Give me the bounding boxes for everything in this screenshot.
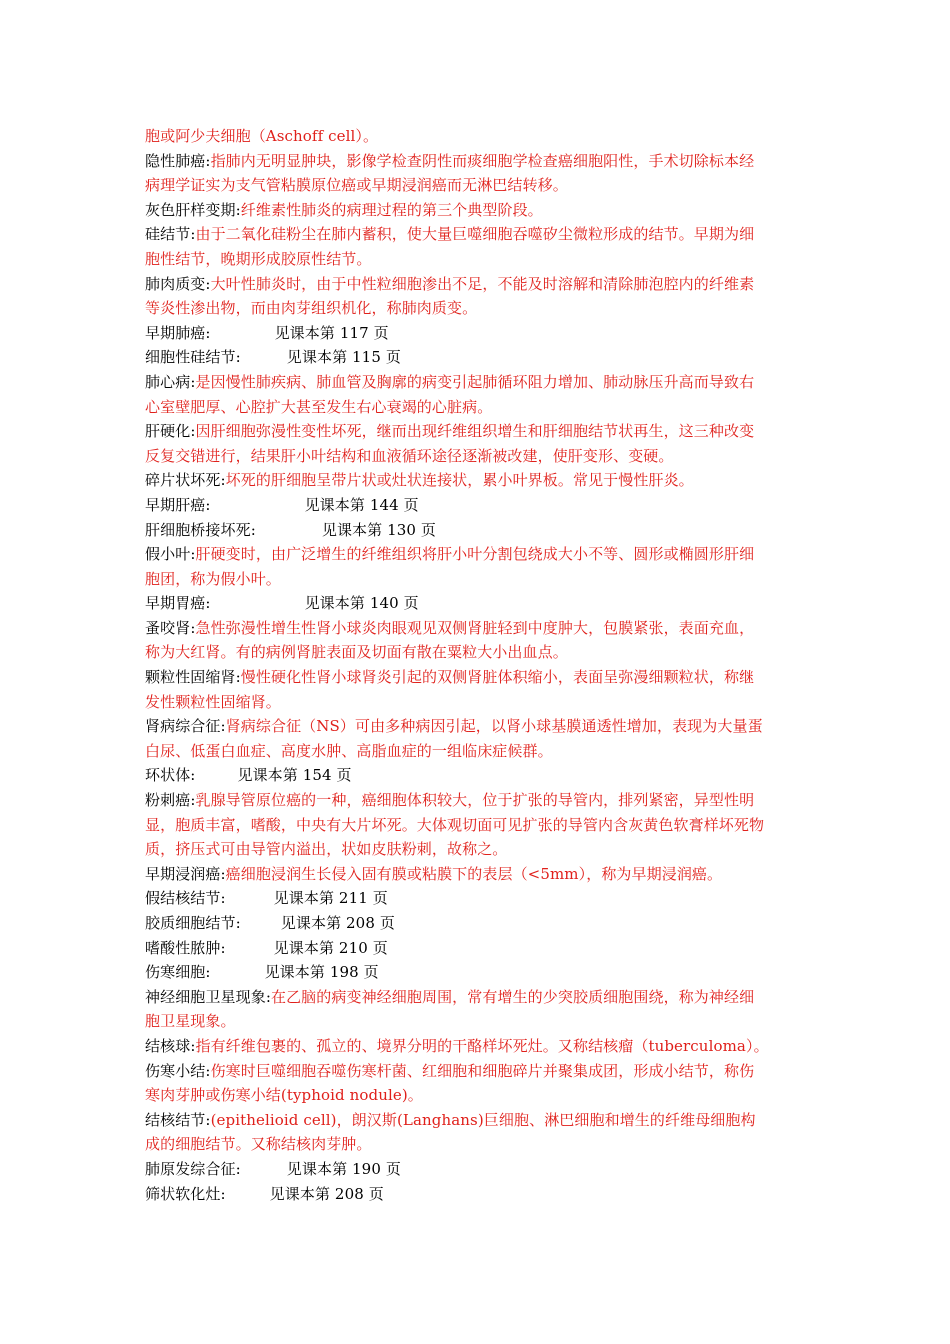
page-reference: 见课本第 115 页 <box>286 348 401 367</box>
page-reference: 见课本第 154 页 <box>237 766 352 785</box>
definition-text: 因肝细胞弥漫性变性坏死，继而出现纤维组织增生和肝细胞结节状再生，这三种改变 <box>195 422 755 441</box>
reference-line <box>145 518 810 543</box>
definition-text: 胞卫星现象。 <box>145 1012 236 1031</box>
definition-line <box>145 468 810 493</box>
definition-text: 显，胞质丰富，嗜酸，中央有大片坏死。大体观切面可见扩张的导管内含灰黄色软膏样坏死物 <box>145 815 765 834</box>
term-label: 硅结节 <box>145 225 191 244</box>
term-label: 肺肉质变 <box>145 274 206 293</box>
definition-text: 乳腺导管原位癌的一种，癌细胞体积较大，位于扩张的导管内，排列紧密，异型性明 <box>195 791 755 810</box>
term-label: 结核球 <box>145 1036 191 1055</box>
term-separator: : <box>205 1061 211 1080</box>
definition-text: 癌细胞浸润生长侵入固有膜或粘膜下的表层（<5mm），称为早期浸润癌。 <box>225 864 723 883</box>
continuation-line <box>145 173 810 198</box>
term-label: 细胞性硅结节: <box>145 348 241 367</box>
definition-text: 胞性结节，晚期形成胶原性结节。 <box>145 249 372 268</box>
definition-text: 心室壁肥厚、心腔扩大甚至发生右心衰竭的心脏病。 <box>145 397 493 416</box>
term-separator: : <box>190 618 196 637</box>
continuation-line <box>145 124 810 149</box>
reference-line <box>145 960 810 985</box>
term-separator: : <box>205 151 211 170</box>
term-label: 早期肺癌: <box>145 323 211 342</box>
definition-text: 成的细胞结节。又称结核肉芽肿。 <box>145 1135 372 1154</box>
definition-text: 胞团，称为假小叶。 <box>145 569 281 588</box>
term-label: 筛状软化灶: <box>145 1184 226 1203</box>
term-separator: : <box>220 717 226 736</box>
definition-text: 称为大红肾。有的病例肾脏表面及切面有散在粟粒大小出血点。 <box>145 643 568 662</box>
page-reference: 见课本第 208 页 <box>269 1184 384 1203</box>
term-separator: : <box>190 372 196 391</box>
continuation-line <box>145 247 810 272</box>
continuation-line <box>145 640 810 665</box>
term-separator: : <box>220 864 226 883</box>
definition-text: (epithelioid cell)，朗汉斯(Langhans)巨细胞、淋巴细胞和增生的纤维母细胞构 <box>210 1110 756 1129</box>
reference-line <box>145 321 810 346</box>
term-separator: : <box>205 1110 211 1129</box>
definition-text: 肾病综合征（NS）可由多种病因引起，以肾小球基膜通透性增加，表现为大量蛋 <box>225 717 763 736</box>
term-label: 灰色肝样变期 <box>145 200 236 219</box>
term-label: 环状体: <box>145 766 196 785</box>
reference-line <box>145 763 810 788</box>
reference-line <box>145 911 810 936</box>
continuation-line <box>145 1083 810 1108</box>
definition-text: 纤维素性肺炎的病理过程的第三个典型阶段。 <box>240 200 543 219</box>
term-label: 伤寒细胞: <box>145 963 211 982</box>
definition-line <box>145 1059 810 1084</box>
term-separator: : <box>235 668 241 687</box>
definition-line <box>145 862 810 887</box>
page-reference: 见课本第 130 页 <box>321 520 437 539</box>
definition-line <box>145 542 810 567</box>
term-separator: : <box>190 791 196 810</box>
term-label: 肺心病 <box>145 372 191 391</box>
term-separator: : <box>190 225 196 244</box>
reference-line <box>145 345 810 370</box>
definition-text: 寒肉芽肿或伤寒小结(typhoid nodule)。 <box>145 1086 423 1105</box>
definition-text: 等炎性渗出物，而由肉芽组织机化，称肺肉质变。 <box>145 299 478 318</box>
definition-text: 指有纤维包裹的、孤立的、境界分明的干酪样坏死灶。又称结核瘤（tuberculoma）。 <box>195 1036 769 1055</box>
continuation-line <box>145 1009 810 1034</box>
definition-text: 由于二氧化硅粉尘在肺内蓄积，使大量巨噬细胞吞噬矽尘微粒形成的结节。早期为细 <box>195 225 755 244</box>
definition-text: 伤寒时巨噬细胞吞噬伤寒杆菌、红细胞和细胞碎片并聚集成团，形成小结节，称伤 <box>210 1061 755 1080</box>
definition-line <box>145 616 810 641</box>
term-label: 早期肝癌: <box>145 495 211 514</box>
continuation-line <box>145 837 810 862</box>
term-separator: : <box>205 274 211 293</box>
page-reference: 见课本第 198 页 <box>264 963 379 982</box>
term-label: 颗粒性固缩肾 <box>145 668 236 687</box>
continuation-line <box>145 567 810 592</box>
definition-text: 慢性硬化性肾小球肾炎引起的双侧肾脏体积缩小，表面呈弥漫细颗粒状，称继 <box>240 668 755 687</box>
definition-text: 大叶性肺炎时，由于中性粒细胞渗出不足，不能及时溶解和清除肺泡腔内的纤维素 <box>210 274 755 293</box>
reference-line <box>145 936 810 961</box>
definition-text: 指肺内无明显肿块，影像学检查阴性而痰细胞学检查癌细胞阳性，手术切除标本经 <box>210 151 755 170</box>
definition-text: 反复交错进行，结果肝小叶结构和血液循环途径逐渐被改建，使肝变形、变硬。 <box>145 446 674 465</box>
term-label: 假结核结节: <box>145 889 226 908</box>
term-label: 肝硬化 <box>145 422 191 441</box>
definition-text: 病理学证实为支气管粘膜原位癌或早期浸润癌而无淋巴结转移。 <box>145 176 568 195</box>
page-reference: 见课本第 211 页 <box>273 889 388 908</box>
definition-text: 质，挤压式可由导管内溢出，状如皮肤粉刺，故称之。 <box>145 840 508 859</box>
definition-line <box>145 985 810 1010</box>
term-separator: : <box>265 987 271 1006</box>
term-label: 碎片状坏死 <box>145 471 221 490</box>
definition-line <box>145 714 810 739</box>
term-separator: : <box>190 422 196 441</box>
term-separator: : <box>220 471 226 490</box>
definition-line <box>145 370 810 395</box>
definition-line <box>145 788 810 813</box>
continuation-line <box>145 739 810 764</box>
continuation-line <box>145 813 810 838</box>
term-label: 肾病综合征 <box>145 717 221 736</box>
definition-line <box>145 222 810 247</box>
term-label: 结核结节 <box>145 1110 206 1129</box>
reference-line <box>145 1182 810 1207</box>
definition-line <box>145 419 810 444</box>
definition-text: 在乙脑的病变神经细胞周围，常有增生的少突胶质细胞围绕，称为神经细 <box>270 987 755 1006</box>
reference-line <box>145 1157 810 1182</box>
term-label: 伤寒小结 <box>145 1061 206 1080</box>
term-separator: : <box>235 200 241 219</box>
definition-line <box>145 198 810 223</box>
page-reference: 见课本第 208 页 <box>280 914 395 932</box>
reference-line <box>145 493 810 518</box>
page-reference: 见课本第 210 页 <box>273 938 388 957</box>
term-label: 早期胃癌: <box>145 594 211 613</box>
reference-line <box>145 591 810 616</box>
term-label: 蚤咬肾 <box>145 618 191 637</box>
term-separator: : <box>190 545 196 564</box>
term-separator: : <box>190 1036 196 1055</box>
document-body <box>145 124 810 1206</box>
definition-text: 发性颗粒性固缩肾。 <box>145 692 281 711</box>
page-reference: 见课本第 190 页 <box>286 1159 401 1178</box>
definition-line <box>145 1108 810 1133</box>
page-reference: 见课本第 144 页 <box>304 495 419 514</box>
definition-text: 坏死的肝细胞呈带片状或灶状连接状，累小叶界板。常见于慢性肝炎。 <box>225 471 694 490</box>
definition-line <box>145 149 810 174</box>
term-label: 肝细胞桥接坏死: <box>145 520 256 539</box>
definition-text: 肝硬变时，由广泛增生的纤维组织将肝小叶分割包绕成大小不等、圆形或椭圆形肝细 <box>195 545 755 564</box>
term-label: 早期浸润癌 <box>145 864 221 883</box>
term-label: 嗜酸性脓肿: <box>145 938 226 957</box>
term-label: 神经细胞卫星现象 <box>145 987 266 1006</box>
definition-text: 是因慢性肺疾病、肺血管及胸廓的病变引起肺循环阻力增加、肺动脉压升高而导致右 <box>195 372 755 391</box>
continuation-line <box>145 444 810 469</box>
term-label: 肺原发综合征: <box>145 1159 241 1178</box>
reference-line <box>145 886 810 911</box>
page-reference: 见课本第 117 页 <box>274 323 389 342</box>
definition-line <box>145 665 810 690</box>
term-label: 粉刺癌 <box>145 791 191 810</box>
definition-text: 胞或阿少夫细胞（Aschoff cell）。 <box>145 127 379 145</box>
definition-text: 急性弥漫性增生性肾小球炎肉眼观见双侧肾脏轻到中度肿大，包膜紧张，表面充血， <box>195 618 755 637</box>
definition-line <box>145 272 810 297</box>
continuation-line <box>145 690 810 715</box>
continuation-line <box>145 1132 810 1157</box>
continuation-line <box>145 395 810 420</box>
term-label: 胶质细胞结节: <box>145 914 241 932</box>
definition-line <box>145 1034 810 1059</box>
term-label: 隐性肺癌 <box>145 151 206 170</box>
continuation-line <box>145 296 810 321</box>
definition-text: 白尿、低蛋白血症、高度水肿、高脂血症的一组临床症候群。 <box>145 741 553 760</box>
term-label: 假小叶 <box>145 545 191 564</box>
page-reference: 见课本第 140 页 <box>304 594 419 613</box>
